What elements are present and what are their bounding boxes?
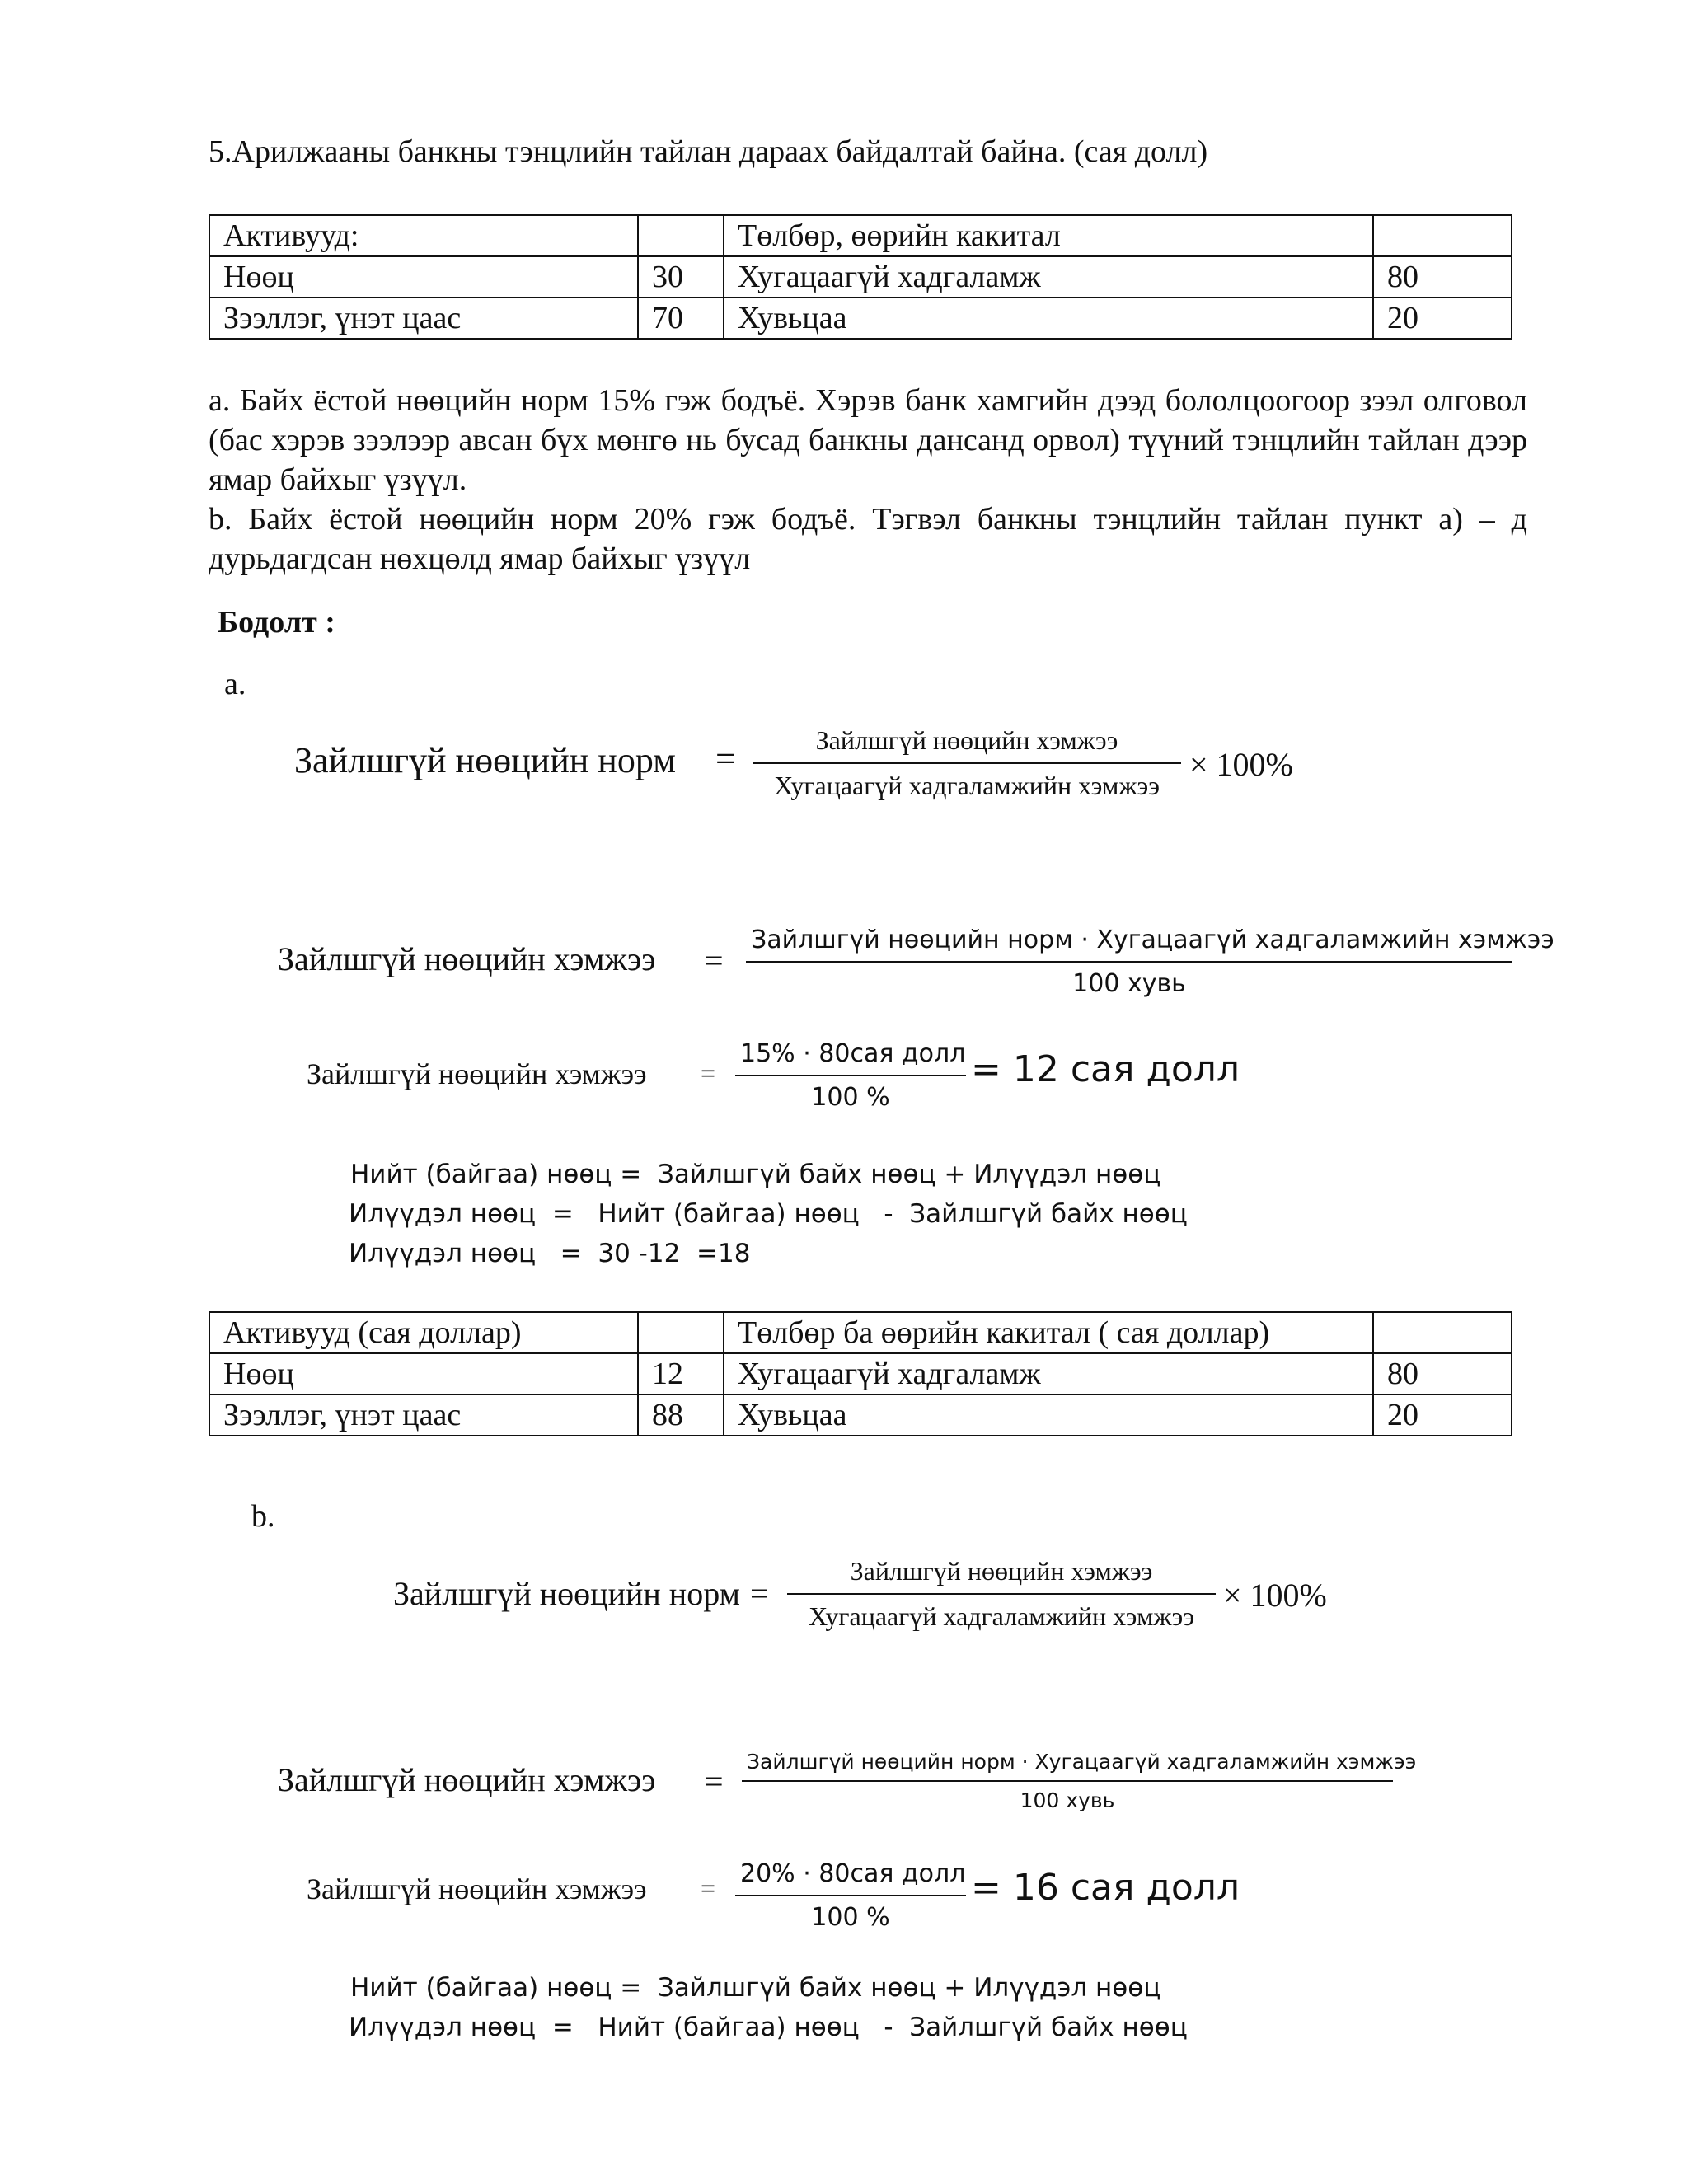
table-cell: Зээллэг, үнэт цаас [209, 1394, 638, 1436]
formula-a1-equals: = [715, 738, 736, 779]
formula-a1-fraction [753, 725, 1181, 801]
formula-a2-lhs: Зайлшгүй нөөцийн хэмжээ [278, 940, 656, 977]
fraction-denominator: Хугацаагүй хадгаламжийн хэмжээ [809, 1601, 1194, 1631]
formula-a3-fraction [735, 1039, 966, 1112]
table-cell [638, 1312, 724, 1353]
formula-a1-lhs: Зайлшгүй нөөцийн норм [294, 740, 677, 780]
formula-b3-equals: = [701, 1873, 716, 1903]
table-cell: 20 [1373, 298, 1512, 339]
fraction-denominator: 100 % [811, 1083, 890, 1112]
table-cell: 88 [638, 1394, 724, 1436]
formula-a2-equals: = [705, 942, 724, 979]
formula-b3-lhs: Зайлшгүй нөөцийн хэмжээ [307, 1872, 647, 1905]
table-cell: Зээллэг, үнэт цаас [209, 298, 638, 339]
problem-title: 5.Арилжааны банкны тэнцлийн тайлан дараах байдалтай байна. (сая долл) [209, 134, 1208, 169]
equation-line: Илүүдэл нөөц = Нийт (байгаа) нөөц - Зайлшгүй байх нөөц [349, 2013, 1188, 2042]
fraction-denominator: 100 % [811, 1903, 890, 1932]
formula-a1-tail: × 100% [1189, 746, 1293, 783]
fraction-numerator: Зайлшгүй нөөцийн норм · Хугацаагүй хадгаламжийн хэмжээ [746, 926, 1512, 963]
table-cell: Нөөц [209, 256, 638, 298]
table-header-row [209, 1312, 1512, 1353]
part-a-label: a. [224, 667, 246, 701]
table-cell [1373, 1312, 1512, 1353]
formula-a3-equals: = [701, 1058, 716, 1088]
formula-a2-fraction [746, 926, 1554, 998]
fraction-numerator: 20% · 80сая долл [735, 1859, 966, 1896]
formula-a3-result: = 12 сая долл [971, 1048, 1240, 1090]
fraction-numerator: Зайлшгүй нөөцийн норм · Хугацаагүй хадгаламжийн хэмжээ [742, 1750, 1393, 1782]
table-cell: 80 [1373, 256, 1512, 298]
part-b-label: b. [251, 1499, 275, 1534]
question-b: b. Байх ёстой нөөцийн норм 20% гэж бодъё. Тэгвэл банкны тэнцлийн тайлан пункт а) – д дурьдагдсан нөхцөлд ямар байхыг үзүүл [209, 502, 1527, 576]
table-cell [1373, 215, 1512, 256]
balance-table-result-a [209, 1311, 1512, 1436]
table-cell: 20 [1373, 1394, 1512, 1436]
formula-b2-fraction [742, 1750, 1417, 1812]
table-cell: 30 [638, 256, 724, 298]
solution-heading: Бодолт : [218, 605, 335, 640]
fraction-denominator: 100 хувь [1020, 1788, 1115, 1812]
table-cell: Төлбөр, өөрийн какитал [724, 215, 1373, 256]
table-cell: 70 [638, 298, 724, 339]
formula-b2-equals: = [705, 1763, 724, 1800]
equation-line: Нийт (байгаа) нөөц = Зайлшгүй байх нөөц + Илүүдэл нөөц [350, 1160, 1161, 1189]
fraction-numerator: Зайлшгүй нөөцийн хэмжээ [753, 725, 1181, 764]
equation-line: Илүүдэл нөөц = 30 -12 =18 [349, 1239, 751, 1268]
reserve-equations-a [349, 1155, 1188, 1273]
formula-b1-fraction [787, 1556, 1216, 1632]
fraction-denominator: 100 хувь [1072, 969, 1186, 998]
table-header-row [209, 215, 1512, 256]
reserve-equations-b [349, 1968, 1188, 2047]
table-row [209, 298, 1512, 339]
table-cell: 12 [638, 1353, 724, 1394]
balance-table-initial [209, 214, 1512, 340]
table-row [209, 1353, 1512, 1394]
table-cell: Хувьцаа [724, 1394, 1373, 1436]
equation-line: Нийт (байгаа) нөөц = Зайлшгүй байх нөөц + Илүүдэл нөөц [350, 1973, 1161, 2003]
table-cell [638, 215, 724, 256]
question-a: a. Байх ёстой нөөцийн норм 15% гэж бодъё. Хэрэв банк хамгийн дээд бололцоогоор зээл олговол (бас хэрэв зээлээр авсан бүх мөнгө нь бусад банкны дансанд орвол) түүний тэнцлийн тайлан дээр ямар байхыг үзүүл. [209, 383, 1527, 497]
table-cell: Нөөц [209, 1353, 638, 1394]
table-cell: Хугацаагүй хадгаламж [724, 1353, 1373, 1394]
table-row [209, 256, 1512, 298]
question-block [209, 381, 1527, 579]
formula-b1-equals: = [750, 1575, 769, 1612]
fraction-denominator: Хугацаагүй хадгаламжийн хэмжээ [774, 771, 1160, 800]
formula-b2-lhs: Зайлшгүй нөөцийн хэмжээ [278, 1761, 656, 1798]
formula-a3-lhs: Зайлшгүй нөөцийн хэмжээ [307, 1057, 647, 1090]
equation-line: Илүүдэл нөөц = Нийт (байгаа) нөөц - Зайлшгүй байх нөөц [349, 1199, 1188, 1229]
formula-b3-result: = 16 сая долл [971, 1867, 1240, 1909]
formula-b3-fraction [735, 1859, 966, 1932]
table-cell: Активууд: [209, 215, 638, 256]
fraction-numerator: 15% · 80сая долл [735, 1039, 966, 1076]
formula-b1-lhs: Зайлшгүй нөөцийн норм [393, 1575, 740, 1612]
table-cell: 80 [1373, 1353, 1512, 1394]
table-cell: Активууд (сая доллар) [209, 1312, 638, 1353]
table-cell: Хувьцаа [724, 298, 1373, 339]
table-row [209, 1394, 1512, 1436]
formula-b1-tail: × 100% [1223, 1577, 1327, 1614]
table-cell: Хугацаагүй хадгаламж [724, 256, 1373, 298]
fraction-numerator: Зайлшгүй нөөцийн хэмжээ [787, 1556, 1216, 1595]
table-cell: Төлбөр ба өөрийн какитал ( сая доллар) [724, 1312, 1373, 1353]
